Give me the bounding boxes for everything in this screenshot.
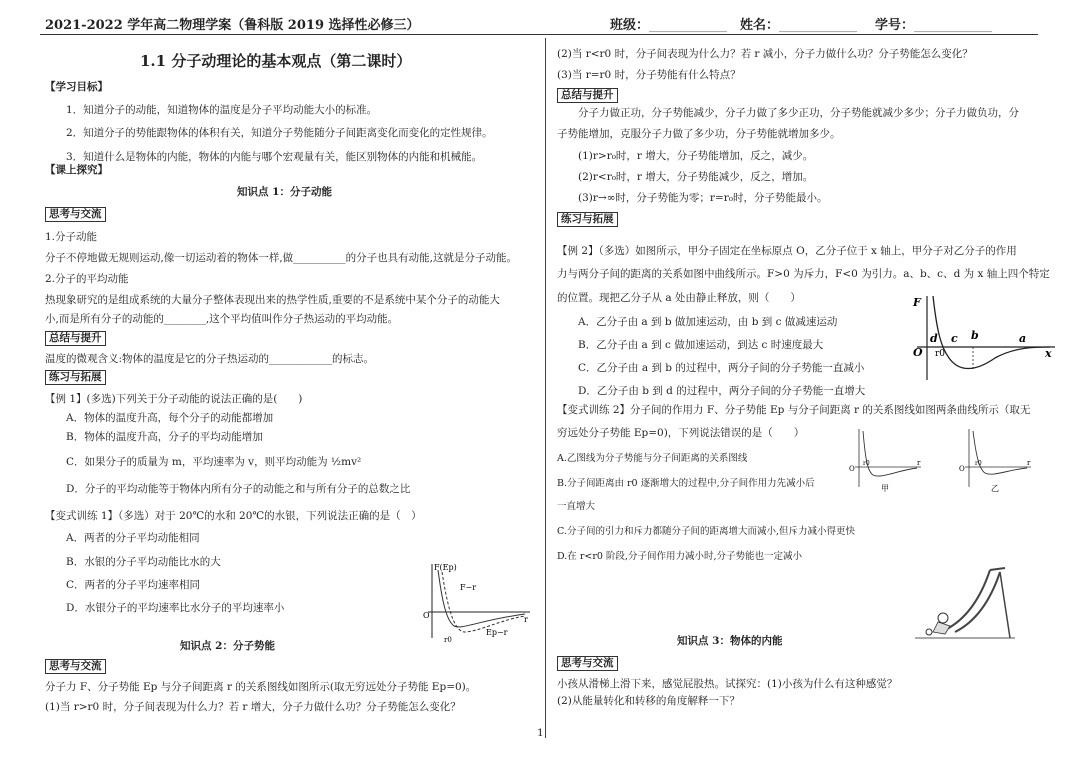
- graph2-d: d: [930, 332, 938, 345]
- slide-rail-2: [955, 572, 1000, 632]
- graph-jia-O: O: [849, 465, 855, 473]
- graph-yi-O: O: [959, 465, 965, 473]
- graph2-c: c: [951, 332, 958, 345]
- example-2-option-d: D．乙分子由 b 到 d 的过程中，两分子间的分子势能一直增大: [578, 385, 866, 397]
- name-blank: ____________: [779, 18, 858, 33]
- practice-box-1: 练习与拓展: [45, 370, 106, 385]
- graph2-x: x: [1045, 347, 1052, 360]
- variant-1-option-a: A．两者的分子平均动能相同: [66, 532, 200, 544]
- goal-3: 3．知道什么是物体的内能，物体的内能与哪个宏观量有关，能区别物体的内能和机械能。: [66, 151, 483, 163]
- graph2-a: a: [1019, 332, 1027, 345]
- section-1-title: 1.分子动能: [45, 231, 98, 243]
- graph-yi: [955, 425, 1035, 493]
- section-2-text-1: 热现象研究的是组成系统的大量分子整体表现出来的热学性质,重要的不是系统中某个分子的动能大: [45, 294, 500, 306]
- slide-ladder: [1000, 572, 1010, 638]
- example-2-line-1: 【例 2】（多选）如图所示，甲分子固定在坐标原点 O，乙分子位于 x 轴上，甲分子对乙分子的作用: [557, 245, 1017, 257]
- graph-jia-r0: r0: [863, 460, 870, 467]
- example-2-line-3: 的位置。现把乙分子从 a 处由静止释放，则（ ）: [557, 292, 801, 304]
- variant-2-line-1: 【变式训练 2】分子间的作用力 F、分子势能 Ep 与分子间距离 r 的关系图线如图两条曲线所示（取无: [557, 404, 1031, 416]
- think-box-3: 思考与交流: [557, 656, 618, 671]
- variant-2-option-b-cont: 一直增大: [557, 501, 596, 512]
- summary-2-line-2: 子势能增加，克服分子力做了多少功，分子势能就增加多少。: [557, 128, 841, 140]
- practice-box-2: 练习与拓展: [557, 212, 618, 227]
- name-field: [740, 14, 857, 33]
- variant-2-option-a: A.乙图线为分子势能与分子间距离的关系图线: [557, 453, 748, 464]
- graph-yi-caption: 乙: [991, 484, 999, 493]
- summary-1-text: 温度的微观含义:物体的温度是它的分子热运动的____________的标志。: [45, 353, 375, 365]
- section-2-text-2: 小,而是所有分子的动能的________,这个平均值叫作分子热运动的平均动能。: [45, 313, 399, 325]
- graph-yi-r0: r0: [975, 460, 982, 467]
- summary-2-item-1: (1)r>r₀时，r 增大，分子势能增加，反之，减少。: [578, 150, 814, 162]
- header-title: 2021-2022 学年高二物理学案（鲁科版 2019 选择性必修三）: [45, 18, 420, 33]
- page-title: 1.1 分子动理论的基本观点（第二课时）: [140, 52, 412, 70]
- graph1-r: r: [524, 615, 528, 624]
- knowledge-point-1: 知识点 1：分子动能: [237, 186, 332, 198]
- summary-box-1: 总结与提升: [45, 331, 106, 346]
- summary-2-item-2: (2)r<r₀时，r 增大，分子势能减少，反之，增加。: [578, 171, 814, 183]
- variant-2-option-c: C.分子间的引力和斥力都随分子间的距离增大而减小,但斥力减小得更快: [557, 526, 855, 537]
- example-1-question: 【例 1】(多选)下列关于分子动能的说法正确的是( ): [45, 393, 303, 405]
- force-distance-graph: [905, 292, 1060, 382]
- graph-jia: [845, 425, 925, 493]
- think-box-2: 思考与交流: [45, 659, 106, 674]
- force-energy-graph: [420, 560, 535, 645]
- variant-1-option-c: C．两者的分子平均速率相同: [66, 579, 201, 591]
- variant-1-question: 【变式训练 1】（多选）对于 20℃的水和 20℃的水银，下列说法正确的是（ ）: [45, 510, 422, 522]
- section-2-title: 2.分子的平均动能: [45, 273, 129, 285]
- variant-2-option-d: D.在 r<r0 阶段,分子间作用力减小时,分子势能也一定减小: [557, 551, 802, 562]
- graph-jia-caption: 甲: [881, 484, 889, 493]
- variant-2-option-b: B.分子间距离由 r0 逐渐增大的过程中,分子间作用力先减小后: [557, 478, 815, 489]
- knowledge-point-2: 知识点 2：分子势能: [180, 640, 275, 652]
- graph-yi-r: r: [1027, 459, 1031, 467]
- kp2-question-2: (2)当 r<r0 时，分子间表现为什么力？若 r 减小，分子力做什么功？分子势能怎么变化？: [557, 48, 973, 60]
- child-body: [933, 622, 950, 634]
- child-head: [938, 613, 948, 623]
- kp3-line-1: 小孩从滑梯上滑下来，感觉屁股热。试探究：(1)小孩为什么有这种感觉？: [557, 678, 898, 690]
- graph2-b: b: [971, 329, 979, 342]
- variant-1-option-b: B．水银的分子平均动能比水的大: [66, 556, 221, 568]
- id-label: 学号：: [875, 18, 915, 33]
- kp3-line-2: (2)从能量转化和转移的角度解释一下？: [557, 695, 740, 707]
- kp2-text: 分子力 F、分子势能 Ep 与分子间距离 r 的关系图线如图所示(取无穷远处分子势能 Ep=0)。: [45, 681, 477, 693]
- variant-1-option-d: D．水银分子的平均速率比水分子的平均速率小: [66, 602, 285, 614]
- example-2-line-2: 力与两分子间的距离的关系如图中曲线所示。F>0 为斥力，F<0 为引力。a、b、c、d 为 x 轴上四个特定: [557, 268, 1050, 280]
- child-slide-illustration: [905, 560, 1020, 645]
- column-divider: [545, 38, 546, 738]
- slide-top: [990, 568, 1005, 570]
- graph1-origin: O: [423, 611, 430, 620]
- name-label: 姓名：: [740, 18, 780, 33]
- kp2-question-3: (3)当 r=r0 时，分子势能有什么特点？: [557, 69, 741, 81]
- knowledge-point-3: 知识点 3：物体的内能: [677, 635, 783, 647]
- goals-heading: 【学习目标】: [45, 81, 108, 93]
- example-1-option-b: B．物体的温度升高，分子的平均动能增加: [66, 431, 263, 443]
- explore-heading: 【课上探究】: [45, 164, 108, 176]
- example-2-option-b: B．乙分子由 a 到 c 做加速运动，到达 c 时速度最大: [578, 339, 824, 351]
- id-field: [875, 14, 992, 33]
- goal-1: 1．知道分子的动能，知道物体的温度是分子平均动能大小的标准。: [66, 104, 378, 116]
- summary-2-item-3: (3)r→∞时，分子势能为零；r=r₀时，分子势能最小。: [578, 192, 828, 204]
- graph2-F: F: [913, 296, 921, 309]
- class-label: 班级：: [610, 18, 650, 33]
- summary-box-2: 总结与提升: [557, 88, 618, 103]
- graph1-r0: r0: [444, 636, 452, 644]
- child-foot: [926, 629, 932, 635]
- graph-jia-curve: [863, 431, 917, 476]
- example-2-option-a: A．乙分子由 a 到 b 做加速运动，由 b 到 c 做减速运动: [578, 316, 838, 328]
- class-blank: ____________: [649, 18, 728, 33]
- graph-yi-curve: [973, 431, 1027, 474]
- summary-2-line-1: 分子力做正功，分子势能减少，分子力做了多少正功，分子势能就减少多少；分子力做负功，分: [578, 107, 1019, 119]
- graph-jia-r: r: [917, 459, 921, 467]
- class-field: [610, 14, 727, 33]
- example-2-option-c: C．乙分子由 a 到 b 的过程中，两分子间的分子势能一直减小: [578, 362, 865, 374]
- section-1-text: 分子不停地做无规则运动,像一切运动着的物体一样,做__________的分子也具有动能,这就是分子动能。: [45, 252, 518, 264]
- graph1-curve1-label: F−r: [460, 583, 477, 592]
- graph1-y-label: F(Ep): [434, 563, 457, 572]
- id-blank: ____________: [914, 18, 993, 33]
- example-1-option-a: A．物体的温度升高，每个分子的动能都增加: [66, 412, 274, 424]
- example-1-option-c: C．如果分子的质量为 m，平均速率为 v，则平均动能为 ½mv²: [66, 456, 362, 468]
- think-box-1: 思考与交流: [45, 207, 106, 222]
- page-number: 1: [537, 727, 544, 739]
- slide-rail-1: [945, 570, 990, 630]
- header-rule: [40, 34, 1038, 35]
- graph1-curve2-label: Ep−r: [486, 628, 508, 637]
- graph1-curve-energy: [442, 572, 525, 632]
- example-1-option-d: D．分子的平均动能等于物体内所有分子的动能之和与所有分子的总数之比: [66, 483, 411, 495]
- graph2-O: O: [913, 346, 923, 359]
- kp2-question-1: (1)当 r>r0 时，分子间表现为什么力？若 r 增大，分子力做什么功？分子势能怎么变化？: [45, 701, 461, 713]
- variant-2-line-2: 穷远处分子势能 Ep=0)，下列说法错误的是（ ）: [557, 427, 805, 439]
- goal-2: 2．知道分子的势能跟物体的体积有关，知道分子势能随分子间距离变化而变化的定性规律。: [66, 127, 493, 139]
- graph2-r0: r0: [935, 349, 946, 359]
